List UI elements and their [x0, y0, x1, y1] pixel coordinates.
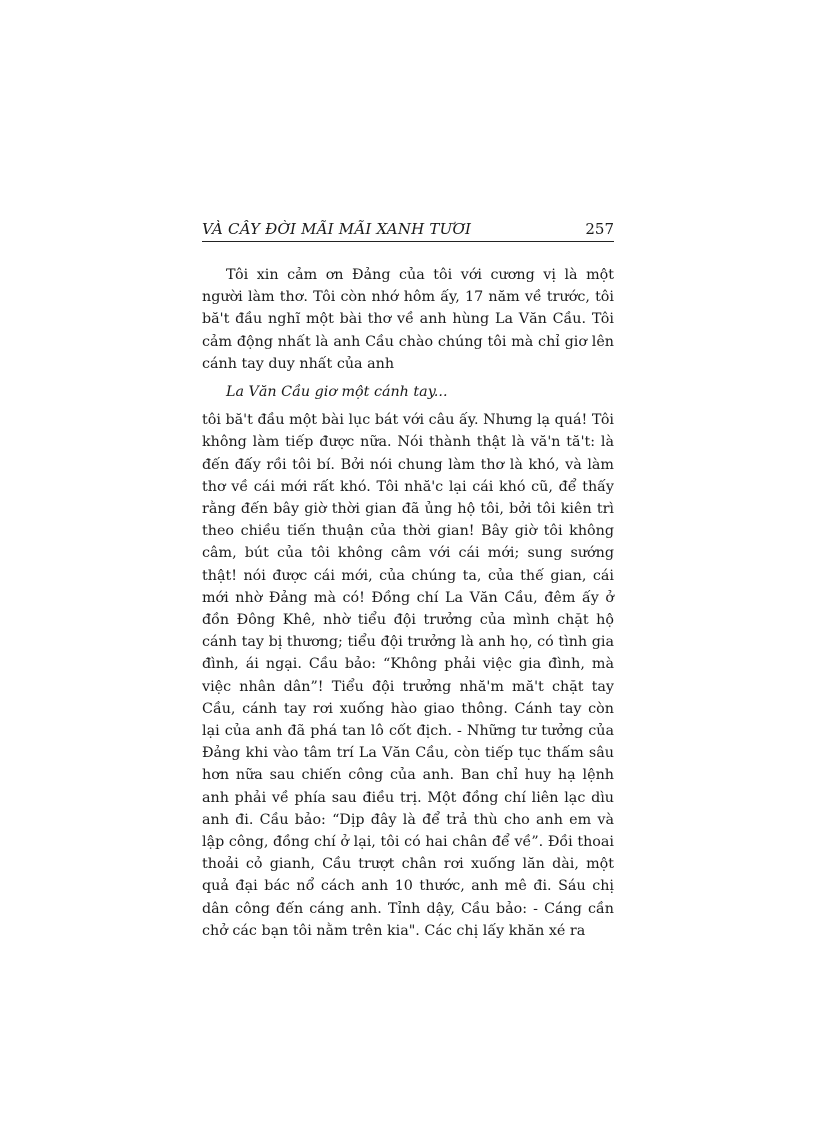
paragraph-2: tôi bă't đầu một bài lục bát với câu ấy. Nhưng lạ quá! Tôi không làm tiếp được nữa. Nói thành thật là vă'n tă't: là đến đấy rồi tôi bí. Bởi nói chung làm thơ là khó, và làm thơ về cái mới rất khó. Tôi nhă'c lại cái khó cũ, để thấy rằng đến bây giờ thời gian đã ủng hộ tôi, bởi tôi kiên trì theo chiều tiến thuận của thời gian! Bây giờ tôi không câm, bút của tôi không câm với cái mới; sung sướng thật! nói được cái mới, của chúng ta, của thế gian, cái mới nhờ Đảng mà có! Đồng chí La Văn Cầu, đêm ấy ở đồn Đông Khê, nhờ tiểu đội trưởng của mình chặt hộ cánh tay bị thương; tiểu đội trưởng là anh họ, có tình gia đình, ái ngại. Cầu bảo: “Không phải việc gia đình, mà việc nhân dân”! Tiểu đội trưởng nhă'm mă't chặt tay Cầu, cánh tay rơi xuống hào giao thông. Cánh tay còn lại của anh đã phá tan lô cốt địch. - Những tư tưởng của Đảng khi vào tâm trí La Văn Cầu, còn tiếp tục thấm sâu hơn nữa sau chiến công của anh. Ban chỉ huy hạ lệnh anh phải về phía sau điều trị. Một đồng chí liên lạc dìu anh đi. Cầu bảo: “Dịp đây là để trả thù cho anh em và lập công, đồng chí ở lại, tôi có hai chân để về”. Đồi thoai thoải cỏ gianh, Cầu trượt chân rơi xuống lăn dài, một quả đại bác nổ cách anh 10 thước, anh mê đi. Sáu chị dân công đến cáng anh. Tỉnh dậy, Cầu bảo: - Cáng cần chở các bạn tôi nằm trên kia". Các chị lấy khăn xé ra [202, 412, 614, 939]
page-number: 257 [585, 220, 614, 238]
running-header [202, 214, 614, 242]
verse-quote: La Văn Cầu giơ một cánh tay... [226, 384, 448, 401]
running-title: VÀ CÂY ĐỜI MÃI MÃI XANH TƯƠI [202, 220, 472, 238]
paragraph-1: Tôi xin cảm ơn Đảng của tôi với cương vị là một người làm thơ. Tôi còn nhớ hôm ấy, 17 năm về trước, tôi bă't đầu nghĩ một bài thơ về anh hùng La Văn Cầu. Tôi cảm động nhất là anh Cầu chào chúng tôi mà chỉ giơ lên cánh tay duy nhất của anh [202, 267, 614, 372]
body-text [202, 264, 614, 942]
